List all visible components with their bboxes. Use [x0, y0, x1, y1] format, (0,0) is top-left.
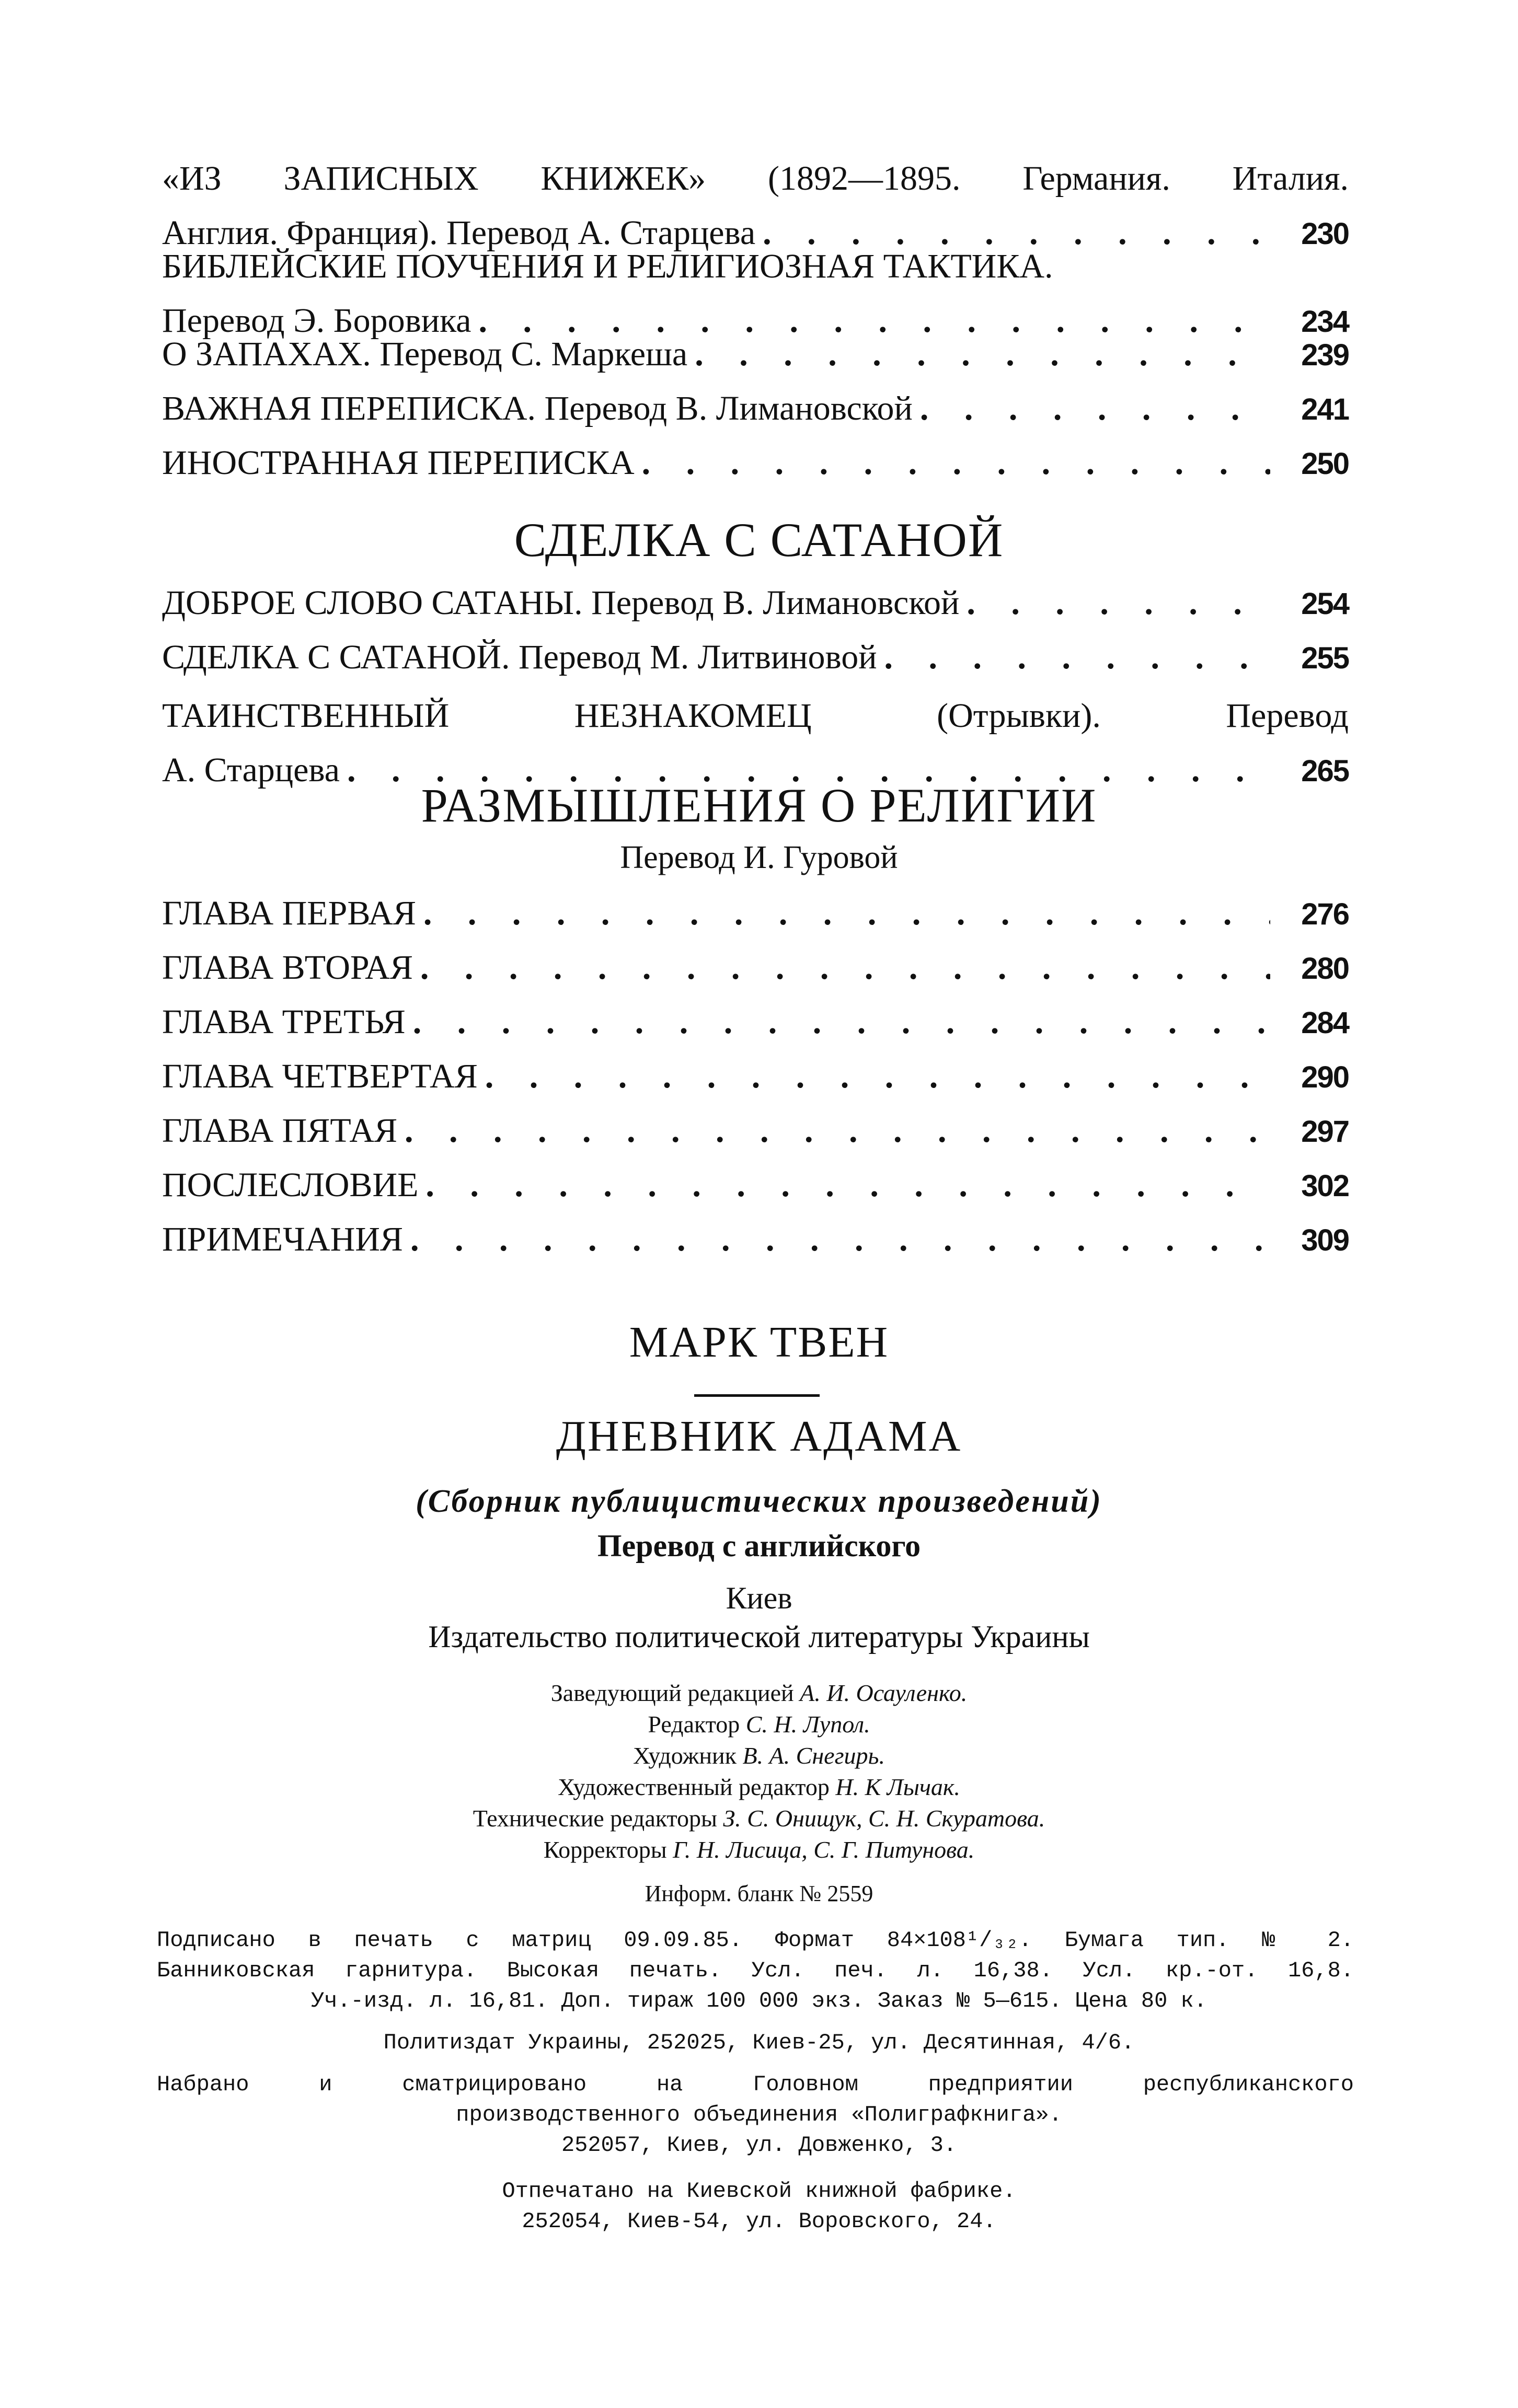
toc-entry-page: 290	[1301, 1060, 1349, 1094]
credit-line	[0, 1740, 1518, 1772]
section-heading-reflections-on-religion: РАЗМЫШЛЕНИЯ О РЕЛИГИИ	[421, 779, 1097, 832]
toc-entry-line	[162, 1158, 1349, 1213]
imprint-inform-blank: Информ. бланк № 2559	[645, 1881, 873, 1906]
print-line-7: 252057, Киев, ул. Довженко, 3.	[561, 2133, 957, 2158]
dot-leader	[418, 1158, 1270, 1212]
toc-entry-page: 265	[1301, 754, 1349, 788]
toc-entry-afterword	[162, 1158, 1349, 1213]
dot-leader	[959, 576, 1270, 630]
dot-leader	[413, 941, 1270, 995]
toc-entry-chapter-1	[162, 886, 1349, 942]
credit-line	[0, 1677, 1518, 1709]
toc-entry-smells	[162, 327, 1349, 383]
toc-entry-title: ГЛАВА ТРЕТЬЯ	[162, 1003, 406, 1041]
toc-entry-notes	[162, 1212, 1349, 1268]
toc-entry-title: ИНОСТРАННАЯ ПЕРЕПИСКА	[162, 444, 635, 482]
print-line-2: Банниковская гарнитура. Высокая печать. Усл. печ. л. 16,38. Усл. кр.-от. 16,8.	[157, 1958, 1354, 1983]
toc-entry-title: ГЛАВА ПЕРВАЯ	[162, 894, 416, 932]
toc-entry-title: ДОБРОЕ СЛОВО САТАНЫ. Перевод В. Лимановской	[162, 584, 960, 622]
toc-entry-title: ПОСЛЕСЛОВИЕ	[162, 1166, 419, 1204]
imprint-publisher: Издательство политической литературы Украины	[428, 1619, 1090, 1654]
credit-role: Художник	[633, 1742, 737, 1769]
dot-leader	[416, 886, 1270, 941]
toc-entry-line	[162, 941, 1349, 996]
dot-leader	[478, 1049, 1270, 1104]
credit-name: З. С. Онищук, С. Н. Скуратова.	[723, 1805, 1045, 1832]
toc-entry-page: 309	[1301, 1223, 1349, 1257]
dot-leader	[877, 630, 1270, 685]
toc-entry-page: 230	[1301, 217, 1349, 251]
toc-entry-page: 280	[1301, 952, 1349, 986]
toc-entry-line	[162, 381, 1349, 437]
print-line-9: 252054, Киев-54, ул. Воровского, 24.	[522, 2209, 996, 2234]
toc-entry-page: 276	[1301, 897, 1349, 931]
imprint-subtitle: (Сборник публицистических произведений)	[416, 1484, 1102, 1519]
toc-entry-line	[162, 436, 1349, 491]
credit-role: Технические редакторы	[473, 1805, 717, 1832]
toc-entry-title-line2: Англия. Франция). Перевод А. Старцева	[162, 214, 756, 252]
toc-entry-page: 284	[1301, 1006, 1349, 1040]
credit-name: Г. Н. Лисица, С. Г. Питунова.	[673, 1836, 975, 1863]
toc-entry-title: ГЛАВА ВТОРАЯ	[162, 948, 413, 987]
toc-entry-line	[162, 1049, 1349, 1105]
print-line-8: Отпечатано на Киевской книжной фабрике.	[502, 2179, 1016, 2204]
imprint-divider	[694, 1394, 820, 1397]
dot-leader	[397, 1104, 1270, 1158]
imprint-book-title: ДНЕВНИК АДАМА	[556, 1412, 962, 1461]
credit-line	[0, 1709, 1518, 1740]
credit-role: Редактор	[648, 1711, 740, 1738]
dot-leader	[635, 436, 1270, 490]
toc-entry-good-word-satan	[162, 576, 1349, 631]
credit-role: Художественный редактор	[558, 1774, 830, 1800]
credit-name: С. Н. Лупол.	[745, 1711, 870, 1738]
toc-entry-title: ПРИМЕЧАНИЯ	[162, 1220, 403, 1258]
toc-entry-chapter-5	[162, 1104, 1349, 1159]
toc-entry-line	[162, 630, 1349, 686]
imprint-translation-note: Перевод с английского	[597, 1529, 921, 1563]
toc-entry-title-line1: БИБЛЕЙСКИЕ ПОУЧЕНИЯ И РЕЛИГИОЗНАЯ ТАКТИКА.	[162, 247, 1053, 285]
credit-line	[0, 1834, 1518, 1866]
toc-entry-line	[162, 886, 1349, 942]
toc-entry-page: 254	[1301, 587, 1349, 621]
credit-role: Заведующий редакцией	[550, 1680, 794, 1706]
toc-entry-line	[162, 1212, 1349, 1268]
print-line-3: Уч.-изд. л. 16,81. Доп. тираж 100 000 экз. Заказ № 5—615. Цена 80 к.	[311, 1988, 1207, 2013]
credit-line	[0, 1803, 1518, 1834]
toc-entry-title: ВАЖНАЯ ПЕРЕПИСКА. Перевод В. Лимановской	[162, 389, 913, 427]
toc-entry-chapter-4	[162, 1049, 1349, 1105]
print-line-1: Подписано в печать с матриц 09.09.85. Формат 84×108¹/₃₂. Бумага тип. № 2.	[157, 1928, 1354, 1953]
toc-entry-title-line1: ТАИНСТВЕННЫЙ НЕЗНАКОМЕЦ (Отрывки). Перевод	[162, 697, 1349, 735]
toc-entry-page: 234	[1301, 305, 1349, 339]
dot-leader	[913, 381, 1270, 436]
toc-entry-page: 241	[1301, 392, 1349, 426]
toc-entry-line	[162, 576, 1349, 631]
toc-entry-chapter-2	[162, 941, 1349, 996]
toc-entry-page: 239	[1301, 338, 1349, 372]
toc-entry-title-line2: Перевод Э. Боровика	[162, 302, 472, 340]
section-translator: Перевод И. Гуровой	[620, 840, 898, 875]
toc-entry-important-correspondence	[162, 381, 1349, 437]
toc-entry-title: ГЛАВА ЧЕТВЕРТАЯ	[162, 1057, 478, 1095]
section-heading-deal-with-satan: СДЕЛКА С САТАНОЙ	[514, 513, 1004, 566]
toc-entry-page: 250	[1301, 447, 1349, 481]
toc-entry-page: 302	[1301, 1169, 1349, 1203]
toc-entry-title: ГЛАВА ПЯТАЯ	[162, 1112, 398, 1150]
toc-entry-title-line2: А. Старцева	[162, 751, 340, 789]
print-line-5: Набрано и сматрицировано на Головном предприятии республиканского	[157, 2072, 1354, 2097]
toc-entry-line	[162, 995, 1349, 1050]
dot-leader	[687, 327, 1270, 381]
credit-name: В. А. Снегирь.	[742, 1742, 885, 1769]
toc-entry-page: 255	[1301, 641, 1349, 675]
credit-name: А. И. Осауленко.	[800, 1680, 968, 1706]
credit-name: Н. К Лычак.	[835, 1774, 960, 1800]
credit-role: Корректоры	[543, 1836, 667, 1863]
toc-entry-title: О ЗАПАХАХ. Перевод С. Маркеша	[162, 335, 688, 373]
imprint-credits	[0, 1677, 1518, 1866]
toc-entry-chapter-3	[162, 995, 1349, 1050]
toc-entry-title: СДЕЛКА С САТАНОЙ. Перевод М. Литвиновой	[162, 638, 877, 676]
toc-entry-line	[162, 1104, 1349, 1159]
toc-entry-deal-with-satan	[162, 630, 1349, 686]
print-line-6: производственного объединения «Полиграфкнига».	[456, 2102, 1062, 2127]
toc-entry-foreign-correspondence	[162, 436, 1349, 491]
print-line-4: Политиздат Украины, 252025, Киев-25, ул. Десятинная, 4/6.	[383, 2030, 1135, 2055]
imprint-city: Киев	[726, 1581, 792, 1615]
dot-leader	[406, 995, 1270, 1049]
toc-entry-title-line1: «ИЗ ЗАПИСНЫХ КНИЖЕК» (1892—1895. Германия. Италия.	[162, 159, 1349, 198]
dot-leader	[403, 1212, 1270, 1267]
toc-entry-page: 297	[1301, 1115, 1349, 1149]
toc-entry-line	[162, 327, 1349, 383]
credit-line	[0, 1772, 1518, 1803]
imprint-author: МАРК ТВЕН	[629, 1318, 889, 1367]
